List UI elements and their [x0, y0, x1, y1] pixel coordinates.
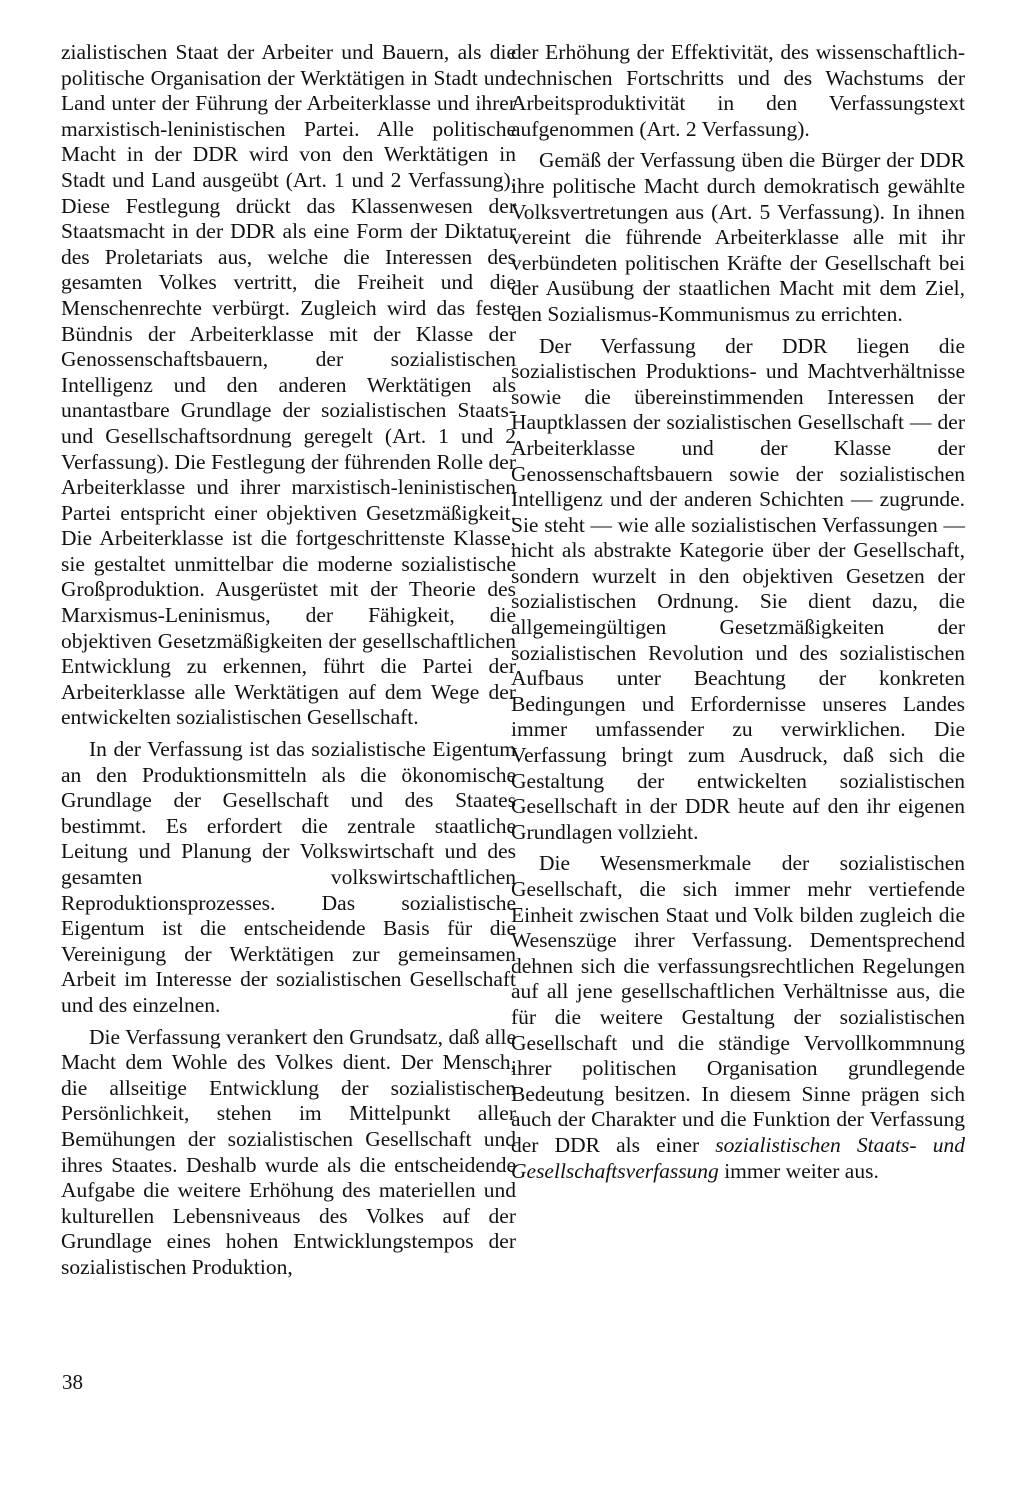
paragraph: Gemäß der Verfassung üben die Bürger der DDR ihre politische Macht durch demokratisch gewählte Volksvertretungen aus (Art. 5 Verfassung). In ihnen vereint die führende Arbeiterklasse alle mit ihr verbündeten politischen Kräfte der Gesellschaft bei der Ausübung der staatlichen Macht mit dem Ziel, den Sozialismus-Kommunismus zu errichten. — [511, 148, 965, 326]
right-column — [511, 40, 965, 1184]
paragraph-text: Die Wesensmerkmale der sozialistischen Gesellschaft, die sich immer mehr vertiefende Einheit zwischen Staat und Volk bilden zugleich die Wesenszüge ihrer Verfassung. Dementsprechend dehnen sich die verfassungsrechtlichen Regelungen auf all jene gesellschaftlichen Verhältnisse aus, die für die weitere Gestaltung der sozialistischen Gesellschaft und die ständige Vervollkommnung ihrer politischen Organisation grundlegende Bedeutung besitzen. In diesem Sinne prägen sich auch der Charakter und die Funktion der Verfassung der DDR als einer — [511, 851, 965, 1157]
paragraph — [511, 851, 965, 1184]
paragraph: Die Verfassung verankert den Grundsatz, daß alle Macht dem Wohle des Volkes dient. Der Mensch, die allseitige Entwicklung der sozialistischen Persönlichkeit, stehen im Mittelpunkt aller Bemühungen der sozialistischen Gesellschaft und ihres Staates. Deshalb wurde als die entscheidende Aufgabe die weitere Erhöhung des materiellen und kulturellen Lebensniveaus des Volkes auf der Grundlage eines hohen Entwicklungstempos der sozialistischen Produktion, — [61, 1024, 516, 1279]
paragraph: In der Verfassung ist das sozialistische Eigentum an den Produktionsmitteln als die ökonomische Grundlage der Gesellschaft und des Staates bestimmt. Es erfordert die zentrale staatliche Leitung und Planung der Volkswirtschaft und des gesamten volkswirtschaftlichen Reproduktionsprozesses. Das sozialistische Eigentum ist die entscheidende Basis für die Vereinigung der Werktätigen zur gemeinsamen Arbeit im Interesse der sozialistischen Gesellschaft und des einzelnen. — [61, 737, 516, 1017]
paragraph: zialistischen Staat der Arbeiter und Bauern, als die politische Organisation der Werktätigen in Stadt und Land unter der Führung der Arbeiterklasse und ihrer marxistisch-leninistischen Partei. Alle politische Macht in der DDR wird von den Werktätigen in Stadt und Land ausgeübt (Art. 1 und 2 Verfassung). Diese Festlegung drückt das Klassenwesen der Staatsmacht in der DDR als eine Form der Diktatur des Proletariats aus, welche die Interessen des gesamten Volkes vertritt, die Freiheit und die Menschenrechte verbürgt. Zugleich wird das feste Bündnis der Arbeiterklasse mit der Klasse der Genossenschaftsbauern, der sozialistischen Intelligenz und den anderen Werktätigen als unantastbare Grundlage der sozialistischen Staats- und Gesellschaftsordnung geregelt (Art. 1 und 2 Verfassung). Die Festlegung der führenden Rolle der Arbeiterklasse und ihrer marxistisch-leninistischen Partei entspricht einer objektiven Gesetzmäßigkeit. Die Arbeiterklasse ist die fortgeschrittenste Klasse, sie gestaltet unmittelbar die moderne sozialistische Großproduktion. Ausgerüstet mit der Theorie des Marxismus-Leninismus, der Fähigkeit, die objektiven Gesetzmäßigkeiten der gesellschaftlichen Entwicklung zu erkennen, führt die Partei der Arbeiterklasse alle Werktätigen auf dem Wege der entwickelten sozialistischen Gesellschaft. — [61, 40, 516, 730]
paragraph: der Erhöhung der Effektivität, des wissenschaftlich-technischen Fortschritts und des Wachstums der Arbeitsproduktivität in den Verfassungstext aufgenommen (Art. 2 Verfassung). — [511, 40, 965, 141]
left-column — [61, 40, 516, 1281]
paragraph-text: immer weiter aus. — [718, 1158, 879, 1183]
page-number: 38 — [62, 1370, 83, 1394]
emphasized-term: sozialistischen Staats- und Gesellschaftsverfassung — [511, 1132, 965, 1183]
paragraph: Der Verfassung der DDR liegen die sozialistischen Produktions- und Machtverhältnisse sowie die übereinstimmenden Interessen der Hauptklassen der sozialistischen Gesellschaft — der Arbeiterklasse und der Klasse der Genossenschaftsbauern sowie der sozialistischen Intelligenz und der anderen Schichten — zugrunde. Sie steht — wie alle sozialistischen Verfassungen — nicht als abstrakte Kategorie über der Gesellschaft, sondern wurzelt in den objektiven Gesetzen der sozialistischen Ordnung. Sie dient dazu, die allgemeingültigen Gesetzmäßigkeiten der sozialistischen Revolution und des sozialistischen Aufbaus unter Beachtung der konkreten Bedingungen und Erfordernisse unseres Landes immer umfassender zu verwirklichen. Die Verfassung bringt zum Ausdruck, daß sich die Gestaltung der entwickelten sozialistischen Gesellschaft in der DDR heute auf den ihr eigenen Grundlagen vollzieht. — [511, 333, 965, 844]
